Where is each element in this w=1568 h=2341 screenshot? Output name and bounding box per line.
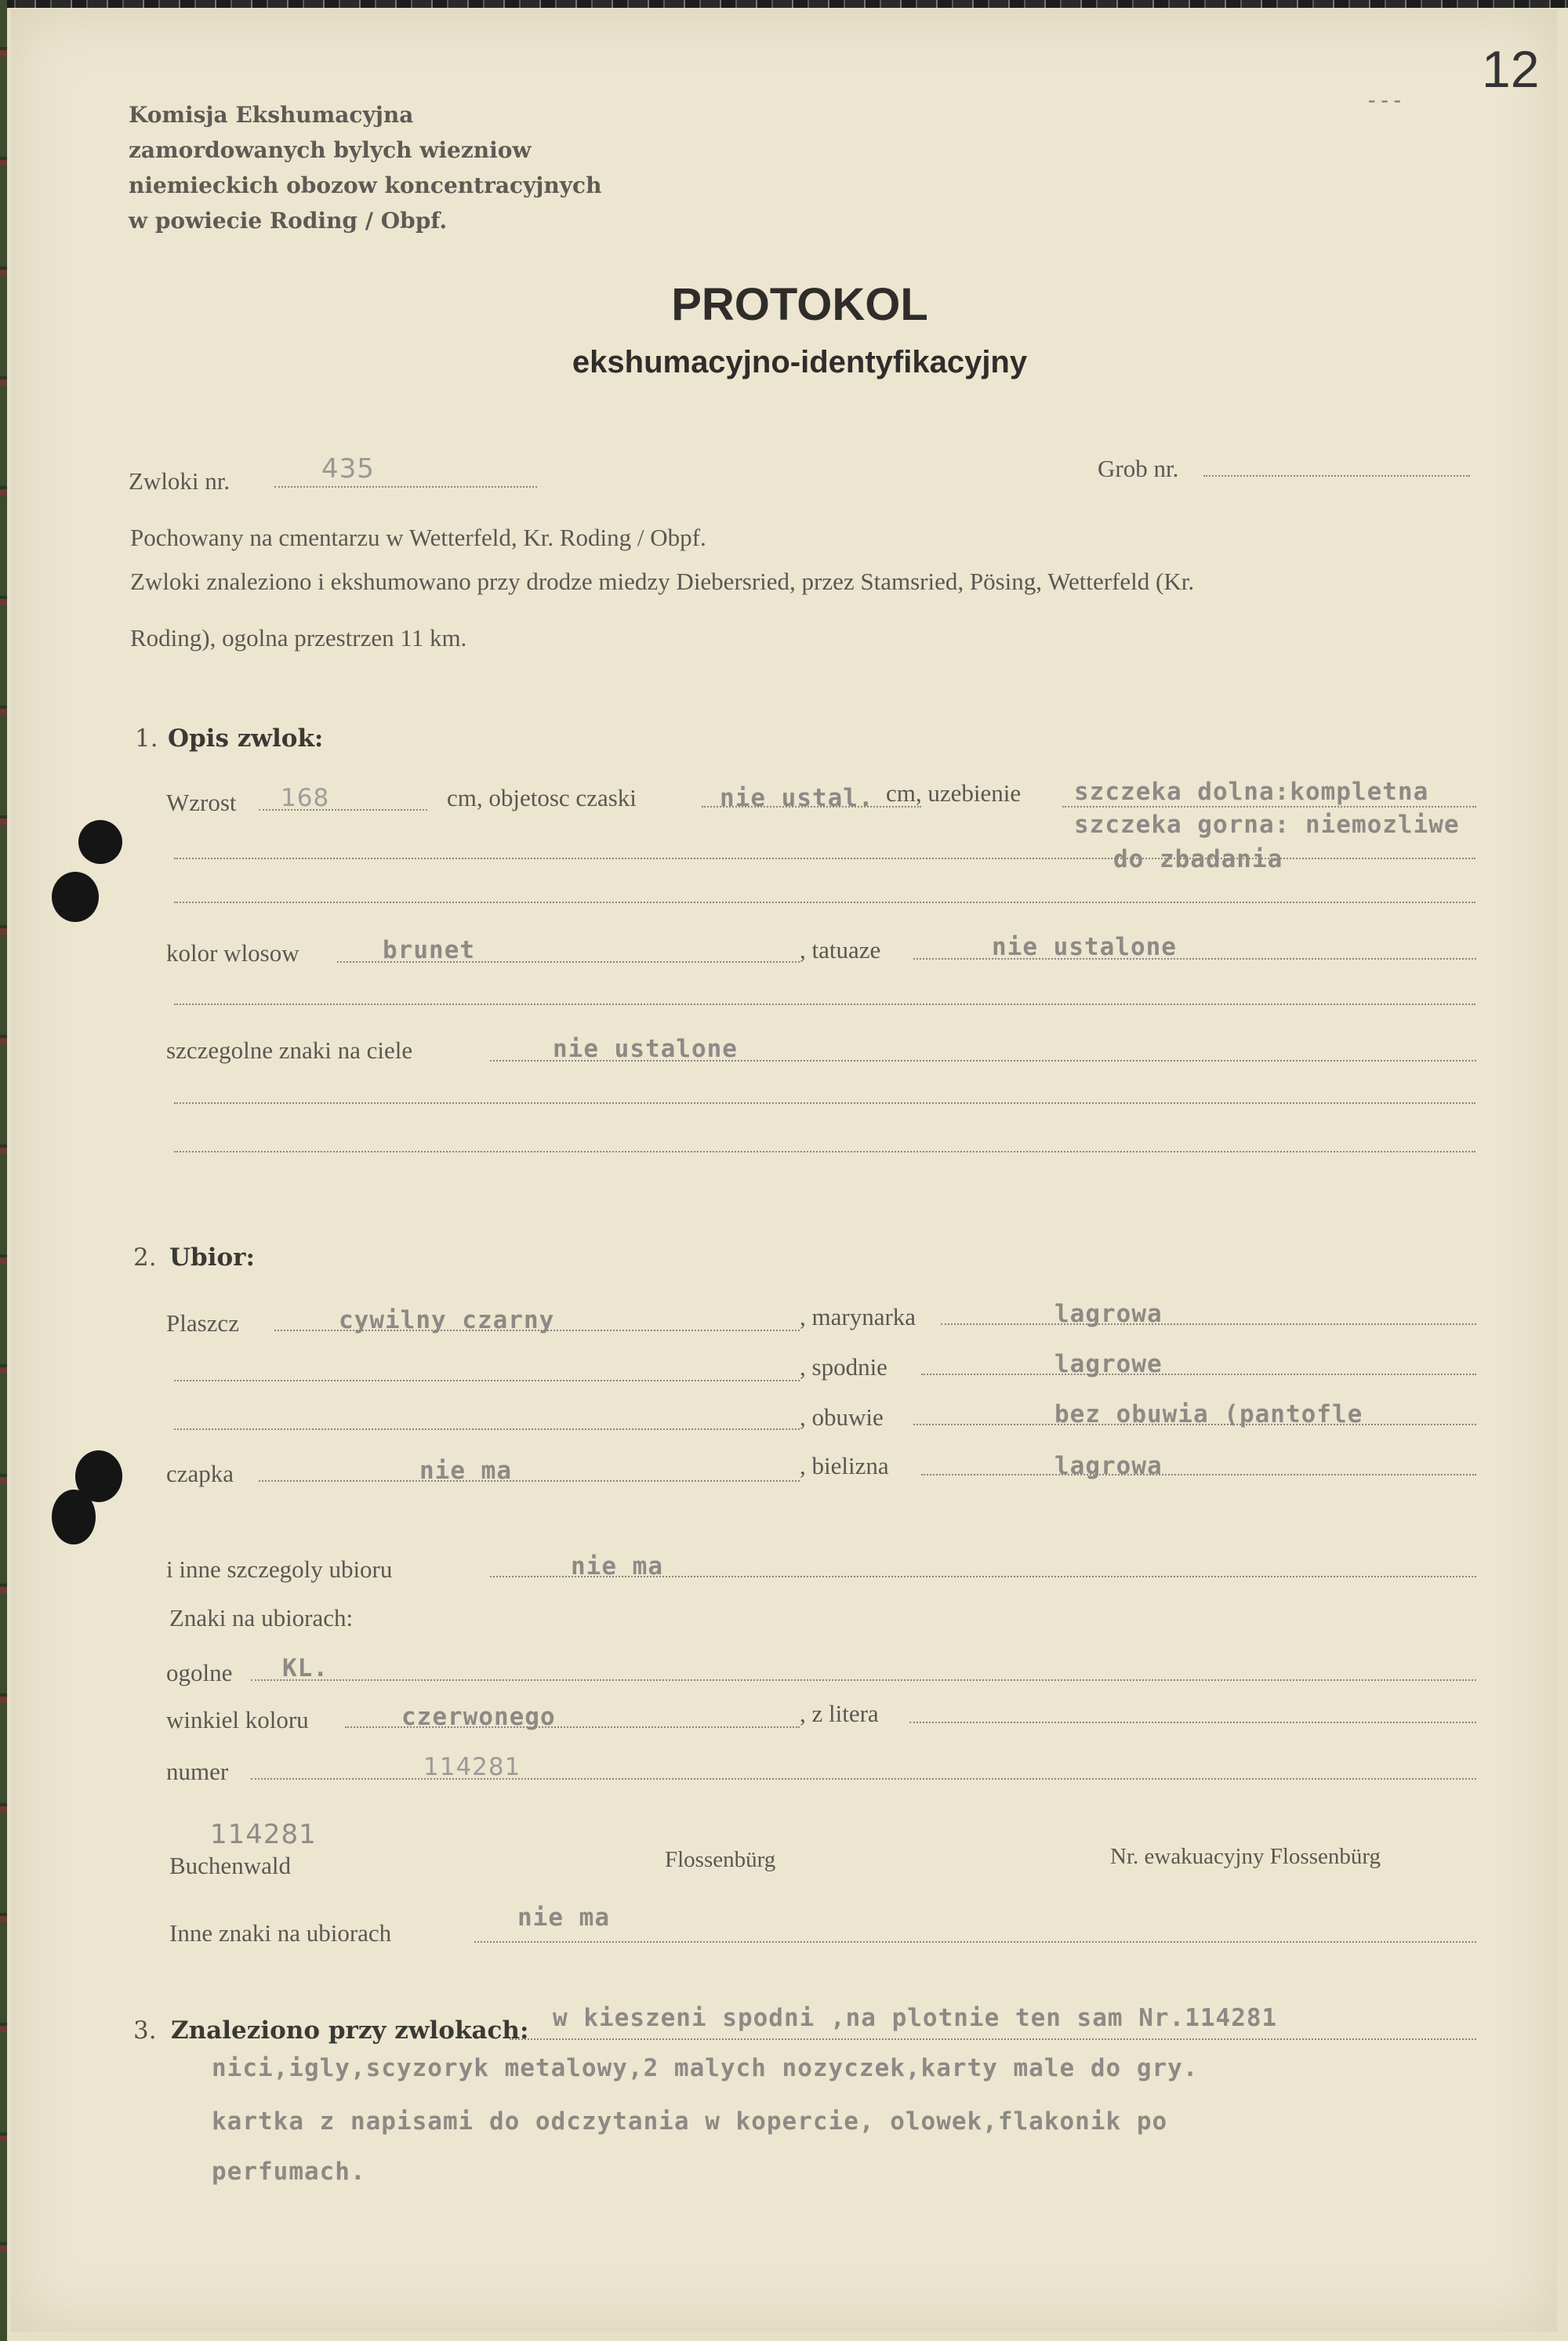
winkiel-koloru-label: winkiel koloru — [166, 1706, 309, 1733]
czapka-label: czapka — [166, 1460, 234, 1487]
kolor-wlosow-label: kolor wlosow — [166, 939, 299, 967]
buchenwald-label: Buchenwald — [169, 1852, 291, 1879]
punch-hole — [52, 872, 99, 922]
scan-top-edge — [0, 0, 1568, 8]
uzebienie-label: cm, uzebienie — [886, 779, 1022, 807]
header-line-3: niemieckich obozow koncentracyjnych — [129, 172, 602, 198]
nr-ewakuacyjny-label: Nr. ewakuacyjny Flossenbürg — [1110, 1844, 1381, 1869]
document-title: PROTOKOL — [671, 279, 928, 330]
marynarka-label: , marynarka — [800, 1303, 916, 1330]
header-line-2: zamordowanych bylych wiezniow — [129, 137, 532, 163]
spodnie-value: lagrowe — [1054, 1350, 1163, 1378]
section-3-number: 3. — [133, 2016, 157, 2045]
punch-hole — [52, 1490, 96, 1544]
section-3-title: Znaleziono przy zwlokach: — [171, 2016, 529, 2045]
grob-label: Grob nr. — [1098, 455, 1179, 482]
section-1-title: Opis zwlok: — [168, 724, 324, 753]
znaleziono-line-1: w kieszeni spodni ,na plotnie ten sam Nr.114281 — [553, 2004, 1278, 2032]
ogolne-label: ogolne — [166, 1659, 233, 1686]
inne-szczegoly-label: i inne szczegoly ubioru — [166, 1555, 393, 1583]
czapka-value: nie ma — [419, 1457, 512, 1485]
flossenburg-label: Flossenbürg — [665, 1847, 776, 1872]
intro-line-3: Roding), ogolna przestrzen 11 km. — [130, 624, 467, 651]
czaszka-value: nie ustal. — [720, 784, 874, 812]
obuwie-label: , obuwie — [800, 1403, 884, 1431]
numer-label: numer — [166, 1758, 229, 1785]
szczegolne-znaki-value: nie ustalone — [553, 1035, 738, 1063]
z-litera-label: , z litera — [800, 1700, 879, 1727]
uzebienie-value-2: szczeka gorna: niemozliwe — [1074, 811, 1460, 839]
znaleziono-line-3: kartka z napisami do odczytania w kopercie, olowek,flakonik po — [212, 2107, 1168, 2136]
zwloki-label: Zwloki nr. — [129, 467, 230, 495]
header-line-4: w powiecie Roding / Obpf. — [129, 208, 448, 234]
inne-znaki-label: Inne znaki na ubiorach — [169, 1919, 392, 1947]
ogolne-value: KL. — [282, 1654, 328, 1682]
znaleziono-line-4: perfumach. — [212, 2158, 366, 2186]
section-1-number: 1. — [135, 724, 158, 753]
inne-znaki-value: nie ma — [517, 1904, 610, 1932]
uzebienie-value-1: szczeka dolna:kompletna — [1074, 778, 1429, 806]
wzrost-value: 168 — [281, 784, 330, 812]
intro-line-2: Zwloki znaleziono i ekshumowano przy drodze miedzy Diebersried, przez Stamsried, Pösing, Wetterfeld (Kr. — [130, 568, 1195, 595]
corner-mark: - - - — [1368, 88, 1401, 112]
buchenwald-number: 114281 — [210, 1819, 317, 1850]
kolor-wlosow-value: brunet — [383, 936, 475, 964]
uzebienie-value-3: do zbadania — [1113, 845, 1283, 873]
punch-hole — [78, 820, 122, 864]
page-number: 12 — [1482, 40, 1540, 98]
bielizna-value: lagrowa — [1054, 1452, 1163, 1480]
zwloki-value: 435 — [321, 453, 375, 485]
section-2-title: Ubior: — [169, 1243, 255, 1272]
bielizna-label: , bielizna — [800, 1452, 889, 1479]
marynarka-value: lagrowa — [1054, 1300, 1163, 1328]
winkiel-koloru-value: czerwonego — [401, 1703, 556, 1731]
obuwie-value: bez obuwia (pantofle — [1054, 1400, 1363, 1428]
section-2-number: 2. — [133, 1243, 157, 1272]
objetosc-czaski-label: cm, objetosc czaski — [447, 784, 637, 811]
wzrost-label: Wzrost — [166, 789, 237, 816]
znaki-na-ubiorach-label: Znaki na ubiorach: — [169, 1604, 354, 1631]
numer-value: 114281 — [423, 1753, 521, 1781]
header-line-1: Komisja Ekshumacyjna — [129, 102, 414, 128]
document-subtitle: ekshumacyjno-identyfikacyjny — [572, 345, 1028, 379]
spodnie-label: , spodnie — [800, 1353, 887, 1381]
plaszcz-value: cywilny czarny — [339, 1306, 555, 1334]
inne-szczegoly-value: nie ma — [571, 1552, 663, 1581]
tatuaze-label: , tatuaze — [800, 936, 881, 964]
szczegolne-znaki-label: szczegolne znaki na ciele — [166, 1036, 413, 1064]
znaleziono-line-2: nici,igly,scyzoryk metalowy,2 malych nozyczek,karty male do gry. — [212, 2054, 1199, 2082]
tatuaze-value: nie ustalone — [992, 933, 1177, 961]
intro-line-1: Pochowany na cmentarzu w Wetterfeld, Kr. Roding / Obpf. — [130, 524, 706, 551]
plaszcz-label: Plaszcz — [166, 1309, 239, 1337]
